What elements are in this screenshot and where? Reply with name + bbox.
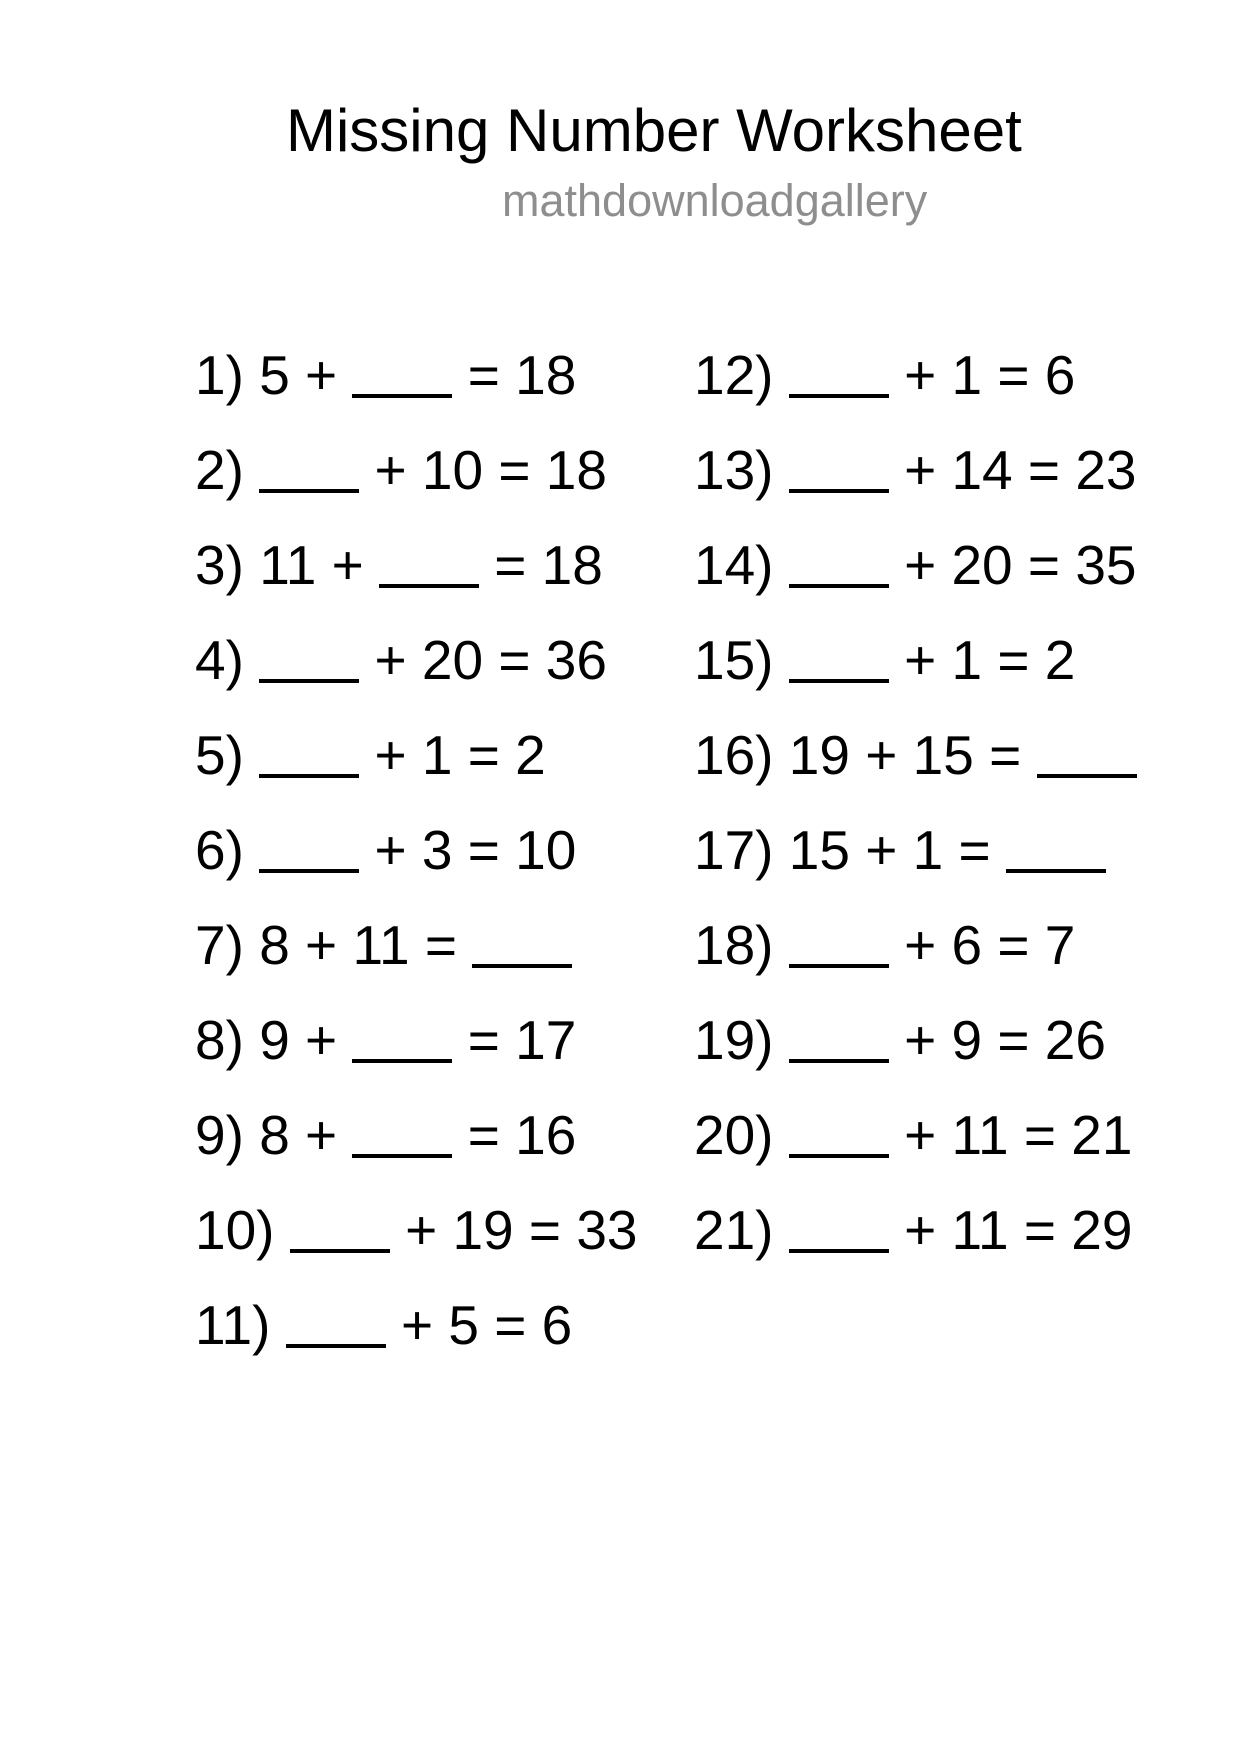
equation-post: + 1 = 6 [904,344,1076,406]
problem-number: 2) [195,439,244,501]
problem-number: 20) [694,1104,774,1166]
answer-blank-line [1006,869,1106,873]
problem-row [195,1294,638,1356]
problem-number: 6) [195,819,244,881]
answer-blank-line [789,489,889,493]
problem-number: 16) [694,724,774,786]
problem-number: 19) [694,1009,774,1071]
answer-blank-line [789,394,889,398]
answer-blank-line [259,774,359,778]
answer-blank-line [259,489,359,493]
equation-post: + 20 = 35 [904,534,1137,596]
problem-row [195,534,638,596]
equation-pre: 9 + [259,1009,338,1071]
problem-number: 21) [694,1199,774,1261]
answer-blank-line [286,1344,386,1348]
problem-row [195,724,638,786]
answer-blank-line [789,1249,889,1253]
answer-blank-line [379,584,479,588]
problems-column-left [195,344,638,1393]
answer-blank-line [290,1249,390,1253]
problem-row [694,1009,1137,1071]
problem-row [195,439,638,501]
answer-blank-line [789,679,889,683]
equation-pre: 5 + [259,344,338,406]
problem-row [195,629,638,691]
equation-pre: 15 + 1 = [788,819,991,881]
problem-number: 18) [694,914,774,976]
answer-blank-line [352,1059,452,1063]
answer-blank-line [352,394,452,398]
problem-number: 8) [195,1009,244,1071]
problem-number: 4) [195,629,244,691]
page-title: Missing Number Worksheet [286,97,1022,164]
equation-post: + 11 = 21 [904,1104,1133,1166]
equation-post: + 20 = 36 [374,629,607,691]
problem-row [694,914,1137,976]
equation-post: = 16 [467,1104,577,1166]
equation-post: = 18 [494,534,603,596]
problem-row [195,1104,638,1166]
problem-row [694,344,1137,406]
equation-post: + 5 = 6 [400,1294,573,1356]
problem-row [694,629,1137,691]
equation-post: + 1 = 2 [374,724,546,786]
answer-blank-line [789,1059,889,1063]
equation-post: = 18 [467,344,577,406]
problem-row [694,819,1137,881]
problem-number: 9) [195,1104,244,1166]
answer-blank-line [1037,774,1137,778]
problems-column-right [694,344,1137,1298]
answer-blank-line [472,964,572,968]
problem-number: 15) [694,629,774,691]
problem-number: 5) [195,724,244,786]
equation-post: + 6 = 7 [904,914,1076,976]
page-subtitle: mathdownloadgallery [502,175,928,226]
equation-post: + 11 = 29 [904,1199,1133,1261]
problem-row [694,724,1137,786]
answer-blank-line [789,1154,889,1158]
equation-post: + 9 = 26 [904,1009,1106,1071]
problem-row [195,1009,638,1071]
problem-number: 13) [694,439,774,501]
equation-post: + 19 = 33 [405,1199,638,1261]
answer-blank-line [259,679,359,683]
equation-post: = 17 [467,1009,577,1071]
problem-number: 7) [195,914,244,976]
problem-number: 17) [694,819,774,881]
problem-number: 10) [195,1199,275,1261]
equation-pre: 19 + 15 = [788,724,1022,786]
problem-number: 14) [694,534,774,596]
answer-blank-line [789,584,889,588]
equation-post: + 14 = 23 [904,439,1137,501]
problem-number: 1) [195,344,244,406]
problem-row [195,819,638,881]
problem-number: 11) [195,1294,271,1356]
equation-post: + 10 = 18 [374,439,607,501]
equation-pre: 8 + 11 = [259,914,457,976]
problem-row [694,534,1137,596]
problem-number: 3) [195,534,244,596]
answer-blank-line [259,869,359,873]
problem-number: 12) [694,344,774,406]
answer-blank-line [789,964,889,968]
problem-row [195,344,638,406]
equation-pre: 8 + [259,1104,338,1166]
problem-row [195,1199,638,1261]
equation-post: + 1 = 2 [904,629,1076,691]
problem-row [694,1199,1137,1261]
problem-row [694,1104,1137,1166]
problem-row [195,914,638,976]
problem-row [694,439,1137,501]
equation-pre: 11 + [259,534,364,596]
answer-blank-line [352,1154,452,1158]
equation-post: + 3 = 10 [374,819,577,881]
